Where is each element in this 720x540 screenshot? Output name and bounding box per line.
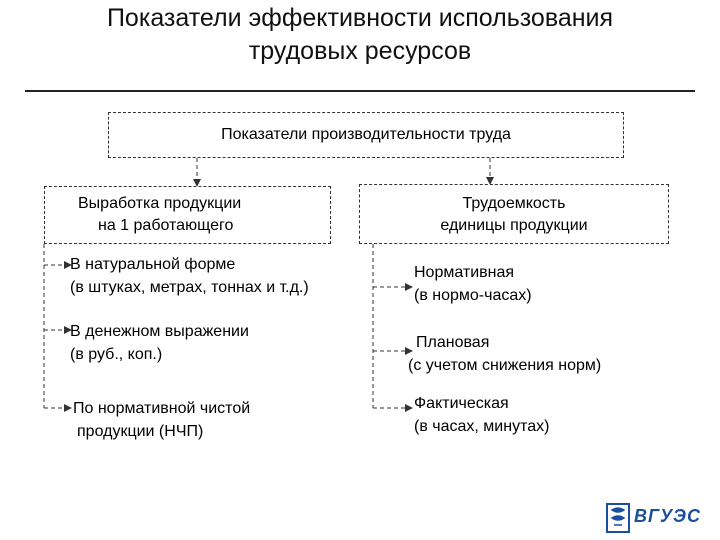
left-item-monetary <box>70 320 249 366</box>
left-item-3-detail: продукции (НЧП) <box>77 423 204 440</box>
left-item-2-title: В денежном выражении <box>70 323 249 340</box>
right-item-2-detail: (с учетом снижения норм) <box>408 357 602 374</box>
right-item-normative <box>414 261 532 307</box>
right-item-1-title: Нормативная <box>414 264 515 281</box>
right-box-line-2: единицы продукции <box>440 217 588 234</box>
right-item-2-title: Плановая <box>416 334 490 351</box>
left-item-natural <box>70 253 309 299</box>
title-line-2: трудовых ресурсов <box>248 37 472 65</box>
right-item-3-title: Фактическая <box>414 395 509 412</box>
left-item-1-detail: (в штуках, метрах, тоннах и т.д.) <box>70 279 309 296</box>
title-line-1: Показатели эффективности использования <box>106 4 614 32</box>
left-item-3-title: По нормативной чистой <box>73 400 251 417</box>
left-item-1-title: В натуральной форме <box>70 256 236 273</box>
left-box-line-2: на 1 работающего <box>98 217 234 234</box>
right-item-3-detail: (в часах, минутах) <box>414 418 550 435</box>
right-box-labor-intensity <box>359 184 669 244</box>
right-box-line-1: Трудоемкость <box>462 195 566 212</box>
left-box-line-1: Выработка продукции <box>78 195 242 212</box>
top-box-label: Показатели производительности труда <box>221 126 511 143</box>
right-item-1-detail: (в нормо-часах) <box>414 287 532 304</box>
right-item-planned <box>408 331 601 377</box>
top-box-productivity <box>108 112 624 158</box>
left-item-normative-net <box>73 397 250 443</box>
left-box-output <box>44 186 331 244</box>
right-item-actual <box>414 392 549 438</box>
left-item-2-detail: (в руб., коп.) <box>70 346 163 363</box>
logo-text: ВГУЭС <box>634 506 701 526</box>
university-logo <box>606 502 701 534</box>
